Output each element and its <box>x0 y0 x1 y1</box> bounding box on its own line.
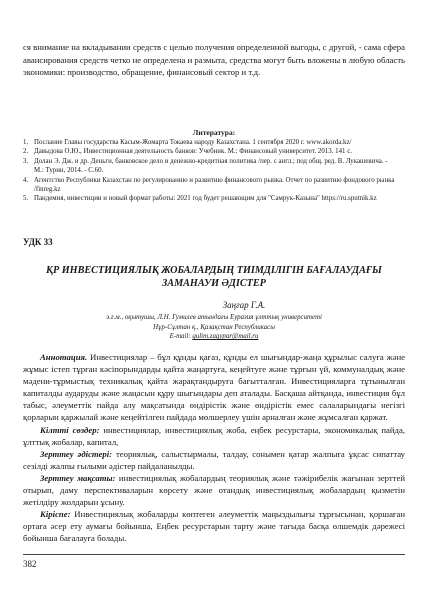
affiliation-location: Нұр-Сұлтан қ., Қазақстан Республикасы <box>153 323 275 331</box>
literature-list <box>23 138 395 204</box>
article-title: ҚР ИНВЕСТИЦИЯЛЫҚ ЖОБАЛАРДЫҢ ТИІМДІЛІГІН БАҒАЛАУДАҒЫ ЗАМАНАУИ ӘДІСТЕР <box>46 265 382 289</box>
keywords-text: инвестициялар, инвестициялық жоба, еңбек ресурстары, экономикалық пайда, ұлттық жобалар, капитал, <box>23 424 405 447</box>
annotation-text: Инвестициялар – бұл құнды қағаз, құнды ел шығындар-жаңа құрылыс салуға және жұмыс істеп тұрған кәсіпорындарды қайта жаңартуға, кеңейтуге және тұрғын үй, коммуналдық және мәдени-тұрмыстық техникалық қайта жарақтандыруға бағытталған. Инвестицияларға тұтынылған капиталды аударуды және жаңасын құру шығындары деп аталады. Басқаша айтқанда, инвестиция бұл табыс, әлеуметтік пайда алу мақсатында өндірістік және өндірістік емес салаларындағы негізгі қорларын қаржылай және кеңейтілген пайдада мөлшерлеу үшін арналған және жұмсалған қаржат. <box>23 352 405 423</box>
introduction-text: Инвестициялық жобаларды көптеген әлеуметтік маңыздылығы тұрғысынан, қоршаған ортаға әсер ету аумағы бойынша, Еңбек ресурстарын тарту және тағыда басқа өлшемдік дәрежесі бойынша бағалауға болады. <box>23 509 405 544</box>
author-name: Заңғар Г.А. <box>222 300 266 310</box>
methods-paragraph <box>23 448 405 472</box>
affiliation-line: э.ғ.м., оқытушы, Л.Н. Гумилев атындағы Еуразия ұлттық университеті <box>106 314 322 321</box>
goal-text: инвестициялық жобалардың теориялық және тәжірибелік жағынан зерттей отырып, даму перспективаларын көрсету және отандық инвестициялық жобалардың қызметін жетілдіру жолдарын ұсыну. <box>23 472 405 508</box>
annotation-paragraph <box>23 351 405 424</box>
literature-item-text: Давыдова О.Ю., Инвестиционная деятельность банков: Учебник. М.: Финансовый университет. 2013. 141 с. <box>34 148 352 156</box>
literature-heading: Литература: <box>192 128 236 137</box>
literature-item-text: Пандемия, инвестиции и новый формат работы: 2021 год будет решающим для "Самрук-Казына" https://ru.sputnik.kz <box>34 195 377 203</box>
keywords-label: Кілтті сөздер: <box>40 424 100 435</box>
email-link[interactable]: gulim.zagypar@mail.ru <box>192 333 259 341</box>
introduction-label: Кіріспе: <box>40 509 71 520</box>
literature-item-number: 5. <box>23 195 29 203</box>
introduction-paragraph <box>23 508 405 544</box>
literature-item-number: 3. <box>23 157 29 165</box>
annotation-label: Аннотация. <box>40 352 88 362</box>
methods-text: теориялық, салыстырмалы, талдау, сонымен қатар жалпыға ұқсас сипаттау сезілді жалпы ғылыми әдістер пайдаланылды. <box>23 448 406 471</box>
literature-item <box>23 138 395 147</box>
literature-item <box>23 176 395 195</box>
literature-item-text: Агентство Республики Казахстан по регулированию и развитию финансового рынка. Отчет по развитию фондового рынка /finreg.kz <box>34 176 395 194</box>
goal-label: Зерттеу мақсаты: <box>40 472 116 483</box>
author-affiliation <box>23 313 405 342</box>
page-number: 382 <box>23 559 37 569</box>
literature-item <box>23 147 395 156</box>
affiliation-email-row <box>23 332 405 342</box>
literature-item-number: 4. <box>23 176 29 184</box>
literature-item <box>23 157 395 176</box>
intro-paragraph: ся внимание на вкладывании средств с целью получения определенной выгоды, с другой, - сама сфера авансирования средств четко не определена и размыта, средства могут быть вложены в любую область экономики: производство, обращение, финансовый сектор и т.д. <box>23 42 405 78</box>
email-label: E-mail: <box>169 333 193 341</box>
abstract-block <box>23 351 405 545</box>
footer-divider <box>23 554 405 555</box>
keywords-paragraph <box>23 424 405 448</box>
literature-item-number: 1. <box>23 139 29 146</box>
literature-item-text: Долан Э. Дж. и др. Деньги, банковское дело и денежно-кредитная политика /пер. с англ.; под общ. ред. В. Лукашевича. - М.: Турин, 2014. - С.60. <box>34 157 388 175</box>
literature-item <box>23 194 395 203</box>
goal-paragraph <box>23 472 405 508</box>
literature-item-text: Послание Главы государства Касым-Жомарта Токаева народу Казахстана. 1 сентября 2020 г. www.akorda.kz/ <box>34 139 352 146</box>
literature-item-number: 2. <box>23 148 29 156</box>
methods-label: Зерттеу әдістері: <box>40 448 113 459</box>
udk-code: УДК 33 <box>23 237 53 247</box>
